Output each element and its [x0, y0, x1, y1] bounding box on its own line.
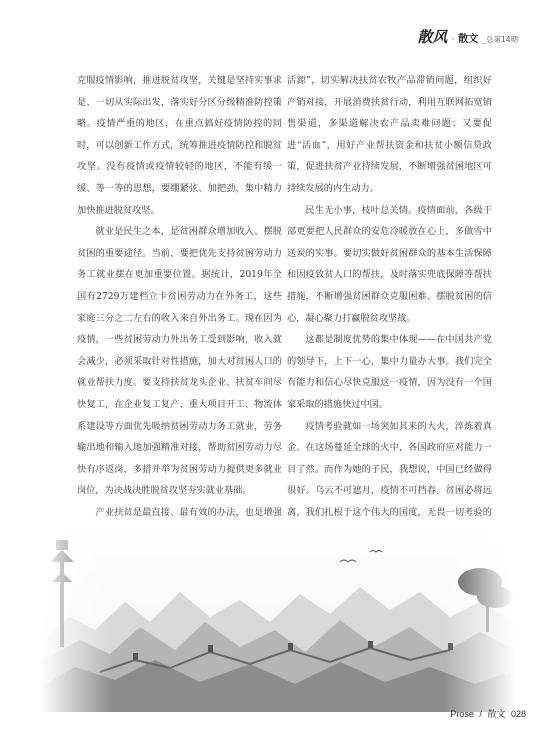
issue-number: _总第14期	[482, 35, 518, 44]
footer-label-cn: 散文	[487, 709, 506, 719]
running-header	[417, 26, 518, 47]
paragraph: 克服疫情影响，推进脱贫攻坚，关键是坚持实事求是、一切从实际出发，落实好分区分级精准防控策略。疫情严重的地区，在重点搞好疫情防控的同时，可以创新工作方式，统筹推进疫情防控和脱贫攻坚。没有疫情或疫情较轻的地区，不能有缓一缓、等一等的思想，要绷紧弦、加把劲，集中精力加快推进脱贫攻坚。	[77, 75, 282, 216]
paragraph: 活源”，切实解决扶贫农牧产品滞销问题，组织好产销对接，开展消费扶贫行动，利用互联网拓宽销售渠道，多渠道解决农产品卖难问题；又要促进“活血”，用好产业帮扶资金和扶贫小额信贷政策，促进扶贫产业持续发展，不断增强贫困地区可持续发展的内生动力。	[287, 75, 492, 194]
footer-separator: /	[479, 709, 482, 719]
paragraph: 民生无小事，枝叶总关情。疫情面前，各级干部更要把人民群众的安危冷暖放在心上，多做雪中送炭的实事。要切实做好贫困群众的基本生活保障和因疫致贫人口的帮扶，及时落实兜底保障等帮扶措施，不断增强贫困群众克服困难、摆脱贫困的信心，凝心聚力打赢脱贫攻坚战。	[287, 204, 492, 324]
left-column	[77, 70, 282, 588]
header-dot: ·	[451, 35, 455, 45]
footer-label-en: Prose	[450, 709, 474, 719]
ink-landscape-icon	[40, 522, 516, 712]
page-footer	[447, 707, 526, 720]
paragraph: 产业扶贫是最直接、最有效的办法，也是增强	[95, 506, 282, 518]
page-number: 028	[510, 709, 526, 719]
magazine-logo: 散风	[417, 28, 448, 46]
right-column	[287, 70, 492, 588]
ink-landscape-illustration	[40, 522, 516, 712]
section-name: 散文	[458, 34, 479, 45]
paragraph: 就业是民生之本，是贫困群众增加收入、摆脱贫困的重要途径。当前，要把优先支持贫困劳动力务工就业摆在更加重要位置。据统计，2019年全国有2729万建档立卡贫困劳动力在外务工，这些家庭三分之二左右的收入来自外出务工。现在因为疫情，一些贫困劳动力外出务工受到影响，收入就会减少，必须采取针对性措施，加大对贫困人口的就业帮扶力度。要支持扶贫龙头企业、扶贫车间尽快复工，在企业复工复产、重大项目开工、物流体系建设等方面优先吸纳贫困劳动力务工就业，劳务输出地和输入地加强精准对接，帮助贫困劳动力尽快有序返岗，多措并举为贫困劳动力提供更多就业岗位，为决战决胜脱贫攻坚夯实就业基础。	[77, 226, 282, 497]
paragraph: 这都是制度优势的集中体现——在中国共产党的领导下，上下一心，集中力量办大事。我们完全有能力和信心尽快克服这一疫情，因为没有一个国家采取的措施快过中国。	[287, 334, 492, 410]
paragraph: 疫情考验就如一场突如其来的大火，淬炼着真金。在这场蔓延全球的火中，各国政府应对能力一目了然。而作为她的子民，我想说，中国已经做得很好。乌云不可遮月，疫情不可挡春。贫困必将远离，我们扎根于这个伟大的国度，无畏一切考验的	[287, 420, 492, 518]
